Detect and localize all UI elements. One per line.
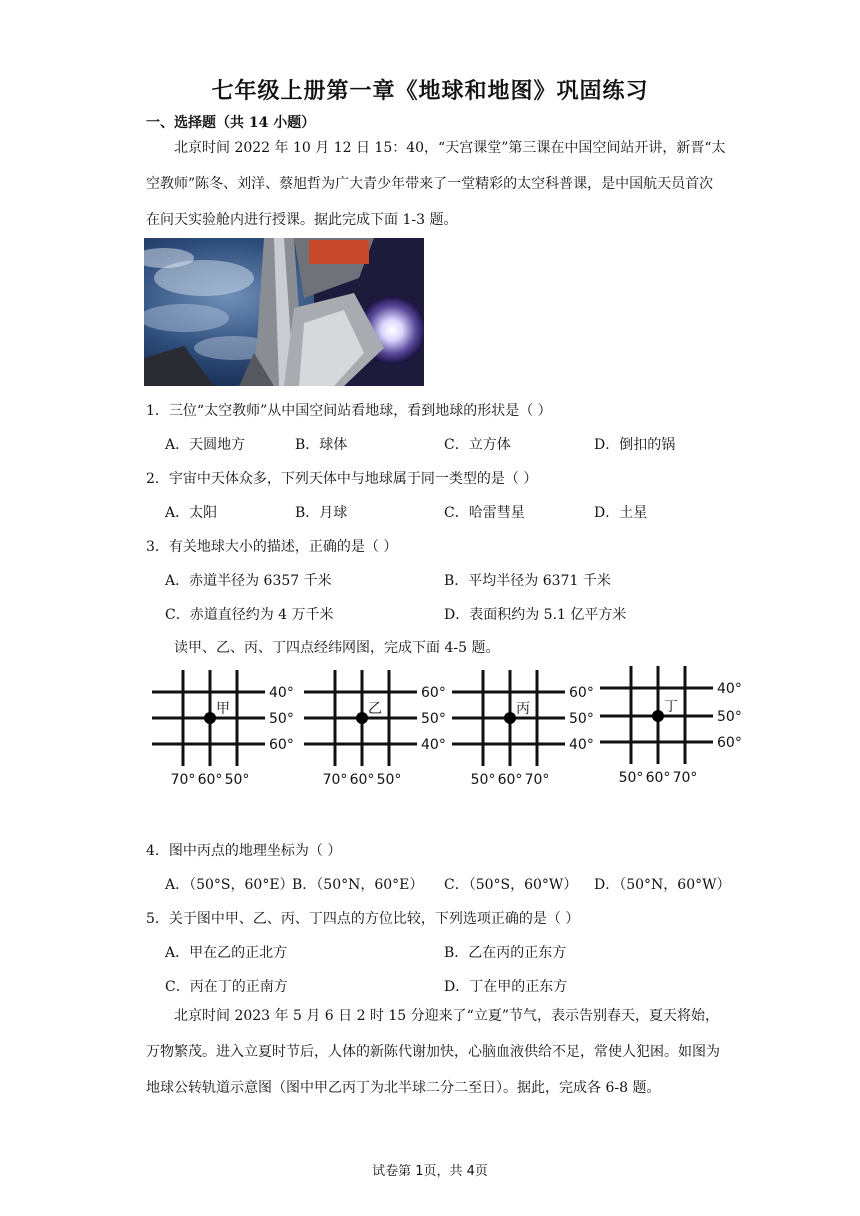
grid-point-dot <box>204 712 216 724</box>
q1-option-b[interactable]: B．球体 <box>295 437 348 453</box>
latitude-label: 60° <box>421 685 446 701</box>
latlong-grid-figures <box>140 660 750 810</box>
q1-option-d[interactable]: D．倒扣的锅 <box>594 437 676 453</box>
grid-point-dot <box>356 712 368 724</box>
longitude-label: 60° <box>197 772 223 788</box>
space-station-photo <box>144 238 424 386</box>
grid-point-label: 甲 <box>216 701 230 717</box>
q2-option-b[interactable]: B．月球 <box>295 505 348 521</box>
latitude-label: 50° <box>569 711 594 727</box>
longitude-label: 50° <box>470 772 496 788</box>
latitude-label: 40° <box>717 681 742 697</box>
q5-option-d[interactable]: D．丁在甲的正东方 <box>444 979 568 995</box>
q3-option-c[interactable]: C．赤道直径约为 4 万千米 <box>165 607 334 623</box>
question-1: 1．三位“太空教师”从中国空间站看地球，看到地球的形状是（ ） <box>146 403 552 419</box>
q1-option-a[interactable]: A．天圆地方 <box>165 437 246 453</box>
longitude-label: 70° <box>672 770 698 786</box>
grid-point-label: 丙 <box>516 701 530 717</box>
q4-option-a[interactable]: A．（50°S，60°E） <box>165 877 294 893</box>
q5-option-c[interactable]: C．丙在丁的正南方 <box>165 979 288 995</box>
q3-option-d[interactable]: D．表面积约为 5.1 亿平方米 <box>444 607 627 623</box>
question-3: 3．有关地球大小的描述，正确的是（ ） <box>146 539 398 555</box>
question-2: 2．宇宙中天体众多，下列天体中与地球属于同一类型的是（ ） <box>146 471 538 487</box>
latitude-label: 60° <box>717 735 742 751</box>
latitude-label: 50° <box>717 709 742 725</box>
longitude-label: 50° <box>376 772 402 788</box>
page-title: 七年级上册第一章《地球和地图》巩固练习 <box>211 78 649 104</box>
q4-option-c[interactable]: C．（50°S，60°W） <box>444 877 578 893</box>
latitude-label: 60° <box>569 685 594 701</box>
longitude-label: 70° <box>170 772 196 788</box>
longitude-label: 60° <box>497 772 523 788</box>
q2-option-c[interactable]: C．哈雷彗星 <box>444 505 525 521</box>
passage-space-class: 北京时间 2022 年 10 月 12 日 15：40，“天宫课堂”第三课在中国空间站开讲，新晋“太空教师”陈冬、刘洋、蔡旭哲为广大青少年带来了一堂精彩的太空科普课，是中国航天员首次在问天实验舱内进行授课。据此完成下面 1-3 题。 <box>146 140 726 228</box>
grid-point-dot <box>504 712 516 724</box>
passage-solar-term: 北京时间 2023 年 5 月 6 日 2 时 15 分迎来了“立夏”节气，表示告别春天，夏天将始，万物繁茂。进入立夏时节后，人体的新陈代谢加快，心脑血液供给不足，常使人犯困。如图为地球公转轨道示意图（图中甲乙丙丁为北半球二分二至日）。据此，完成各 6-8 题。 <box>146 1008 720 1096</box>
q3-option-b[interactable]: B．平均半径为 6371 千米 <box>444 573 611 589</box>
passage-grid-intro: 读甲、乙、丙、丁四点经纬网图，完成下面 4-5 题。 <box>174 640 500 656</box>
grid-point-label: 乙 <box>368 701 382 717</box>
grid-point-dot <box>652 710 664 722</box>
latitude-label: 40° <box>269 685 294 701</box>
section-heading: 一、选择题（共 14 小题） <box>146 115 316 131</box>
latitude-label: 40° <box>421 737 446 753</box>
question-5: 5．关于图中甲、乙、丙、丁四点的方位比较，下列选项正确的是（ ） <box>146 911 580 927</box>
latitude-label: 50° <box>421 711 446 727</box>
latitude-label: 40° <box>569 737 594 753</box>
page-footer: 试卷第 1页，共 4页 <box>372 1164 488 1179</box>
q2-option-d[interactable]: D．土星 <box>594 505 648 521</box>
q3-option-a[interactable]: A．赤道半径为 6357 千米 <box>165 573 332 589</box>
q2-option-a[interactable]: A．太阳 <box>165 505 218 521</box>
q4-option-d[interactable]: D．（50°N，60°W） <box>594 877 731 893</box>
grid-point-label: 丁 <box>664 699 678 715</box>
latitude-label: 50° <box>269 711 294 727</box>
longitude-label: 60° <box>645 770 671 786</box>
q5-option-a[interactable]: A．甲在乙的正北方 <box>165 945 288 961</box>
longitude-label: 50° <box>618 770 644 786</box>
longitude-label: 70° <box>322 772 348 788</box>
longitude-label: 60° <box>349 772 375 788</box>
longitude-label: 50° <box>224 772 250 788</box>
latitude-label: 60° <box>269 737 294 753</box>
question-4: 4．图中丙点的地理坐标为（ ） <box>146 843 342 859</box>
q5-option-b[interactable]: B．乙在丙的正东方 <box>444 945 567 961</box>
q1-option-c[interactable]: C．立方体 <box>444 437 511 453</box>
q4-option-b[interactable]: B．（50°N，60°E） <box>292 877 424 893</box>
longitude-label: 70° <box>524 772 550 788</box>
